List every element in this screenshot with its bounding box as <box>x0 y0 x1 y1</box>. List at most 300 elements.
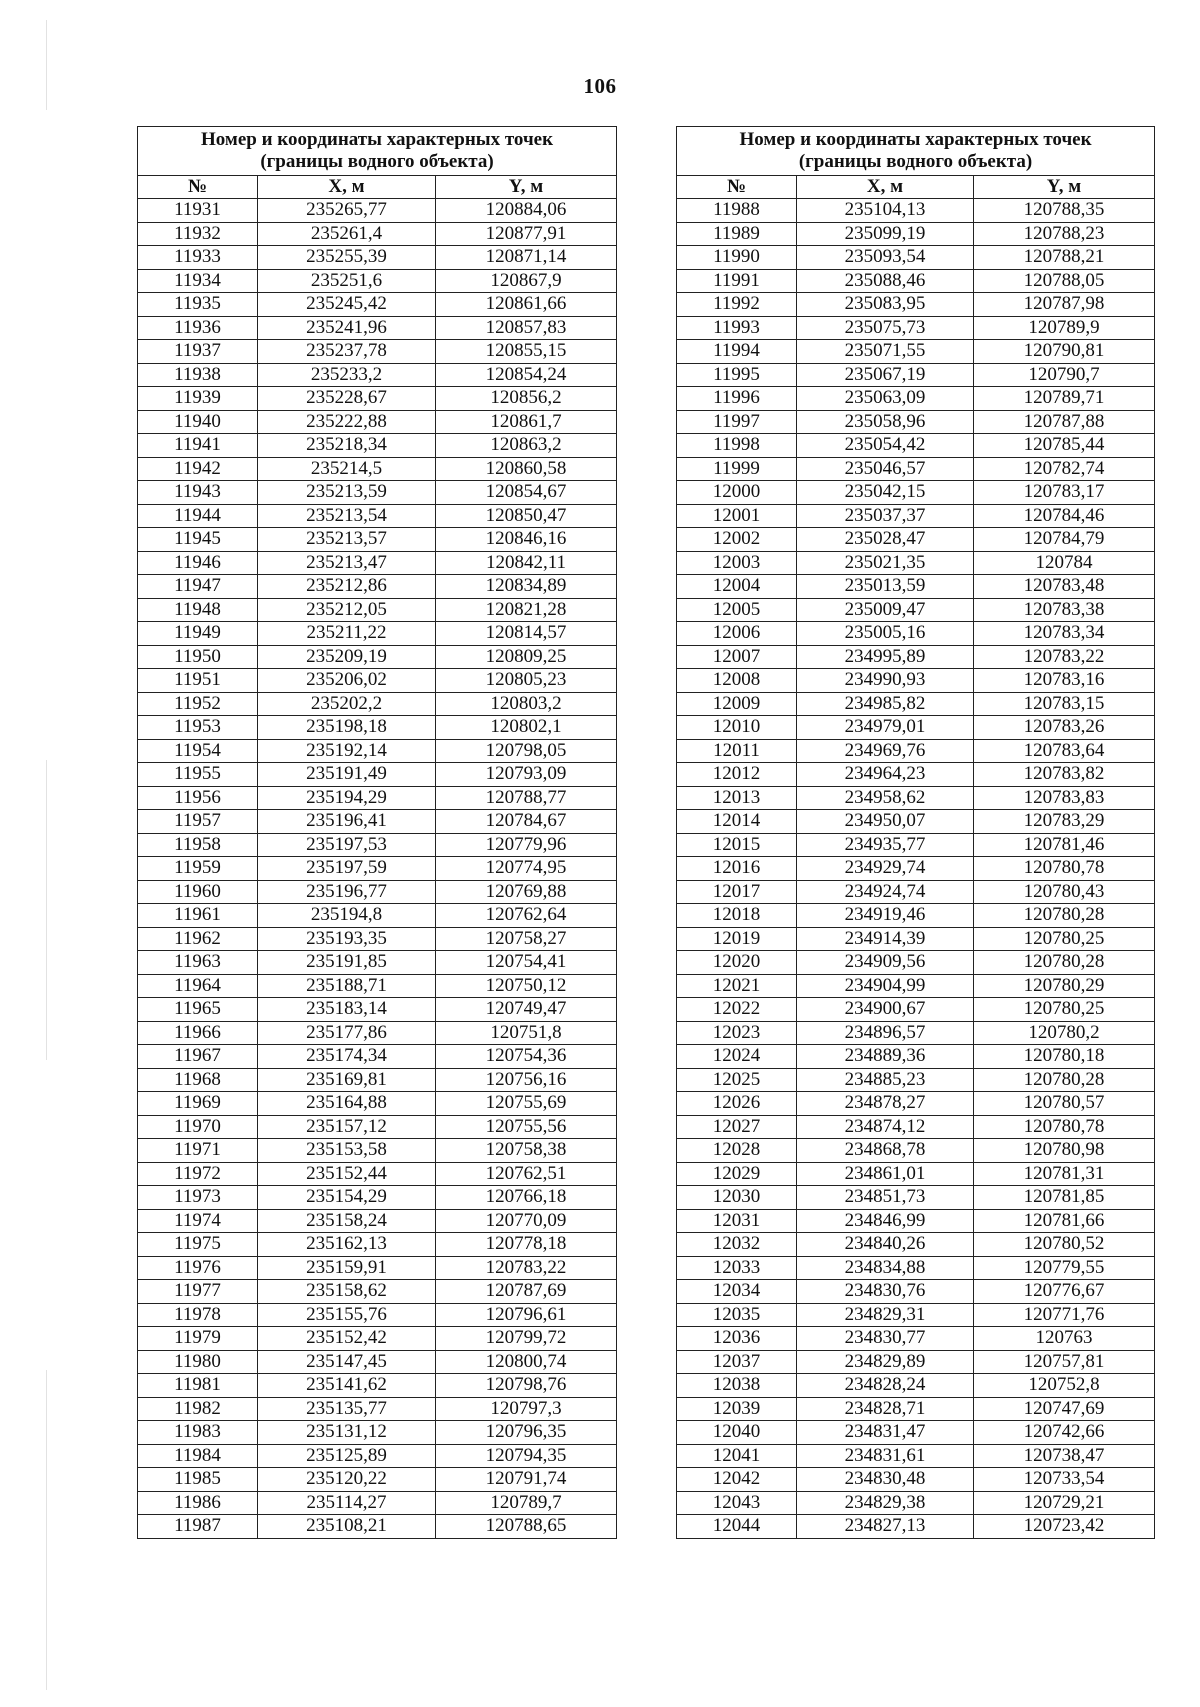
x-coordinate-cell: 235213,57 <box>258 528 436 552</box>
x-coordinate-cell: 235009,47 <box>797 598 974 622</box>
y-coordinate-cell: 120755,69 <box>436 1092 617 1116</box>
x-coordinate-cell: 234829,89 <box>797 1350 974 1374</box>
point-number-cell: 11978 <box>138 1303 258 1327</box>
x-coordinate-cell: 234995,89 <box>797 645 974 669</box>
column-header-x: X, м <box>797 176 974 199</box>
point-number-cell: 12022 <box>677 998 797 1022</box>
y-coordinate-cell: 120877,91 <box>436 222 617 246</box>
table-row <box>677 1444 1155 1468</box>
x-coordinate-cell: 235125,89 <box>258 1444 436 1468</box>
x-coordinate-cell: 234889,36 <box>797 1045 974 1069</box>
point-number-cell: 11979 <box>138 1327 258 1351</box>
x-coordinate-cell: 235194,29 <box>258 786 436 810</box>
y-coordinate-cell: 120834,89 <box>436 575 617 599</box>
point-number-cell: 11989 <box>677 222 797 246</box>
table-row <box>138 528 617 552</box>
y-coordinate-cell: 120770,09 <box>436 1209 617 1233</box>
x-coordinate-cell: 235037,37 <box>797 504 974 528</box>
x-coordinate-cell: 235194,8 <box>258 904 436 928</box>
x-coordinate-cell: 235197,53 <box>258 833 436 857</box>
x-coordinate-cell: 235028,47 <box>797 528 974 552</box>
y-coordinate-cell: 120780,25 <box>974 927 1155 951</box>
point-number-cell: 11998 <box>677 434 797 458</box>
x-coordinate-cell: 234827,13 <box>797 1515 974 1539</box>
table-row <box>677 857 1155 881</box>
table-row <box>677 880 1155 904</box>
x-coordinate-cell: 235005,16 <box>797 622 974 646</box>
x-coordinate-cell: 234929,74 <box>797 857 974 881</box>
table-row <box>677 1021 1155 1045</box>
y-coordinate-cell: 120861,7 <box>436 410 617 434</box>
table-row <box>677 1256 1155 1280</box>
table-caption-line2: (границы водного объекта) <box>260 151 494 172</box>
x-coordinate-cell: 235214,5 <box>258 457 436 481</box>
table-row <box>138 1139 617 1163</box>
point-number-cell: 11976 <box>138 1256 258 1280</box>
point-number-cell: 11988 <box>677 199 797 223</box>
point-number-cell: 11932 <box>138 222 258 246</box>
table-row <box>677 434 1155 458</box>
point-number-cell: 11937 <box>138 340 258 364</box>
x-coordinate-cell: 235063,09 <box>797 387 974 411</box>
table-row <box>138 457 617 481</box>
y-coordinate-cell: 120867,9 <box>436 269 617 293</box>
x-coordinate-cell: 234834,88 <box>797 1256 974 1280</box>
y-coordinate-cell: 120860,58 <box>436 457 617 481</box>
point-number-cell: 12016 <box>677 857 797 881</box>
point-number-cell: 11957 <box>138 810 258 834</box>
table-row <box>677 1303 1155 1327</box>
table-row <box>677 1045 1155 1069</box>
y-coordinate-cell: 120788,21 <box>974 246 1155 270</box>
point-number-cell: 12018 <box>677 904 797 928</box>
table-row <box>677 974 1155 998</box>
table-row <box>138 692 617 716</box>
y-coordinate-cell: 120846,16 <box>436 528 617 552</box>
point-number-cell: 12012 <box>677 763 797 787</box>
table-row <box>677 645 1155 669</box>
table-row <box>138 763 617 787</box>
y-coordinate-cell: 120790,7 <box>974 363 1155 387</box>
y-coordinate-cell: 120884,06 <box>436 199 617 223</box>
y-coordinate-cell: 120783,64 <box>974 739 1155 763</box>
y-coordinate-cell: 120723,42 <box>974 1515 1155 1539</box>
table-row <box>677 410 1155 434</box>
x-coordinate-cell: 235120,22 <box>258 1468 436 1492</box>
table-row <box>677 551 1155 575</box>
y-coordinate-cell: 120788,77 <box>436 786 617 810</box>
point-number-cell: 12030 <box>677 1186 797 1210</box>
x-coordinate-cell: 235213,59 <box>258 481 436 505</box>
y-coordinate-cell: 120784,46 <box>974 504 1155 528</box>
point-number-cell: 11939 <box>138 387 258 411</box>
table-row <box>138 481 617 505</box>
table-row <box>138 269 617 293</box>
table-row <box>138 880 617 904</box>
table-row <box>138 246 617 270</box>
table-row <box>677 363 1155 387</box>
table-row <box>138 363 617 387</box>
x-coordinate-cell: 235042,15 <box>797 481 974 505</box>
y-coordinate-cell: 120783,83 <box>974 786 1155 810</box>
x-coordinate-cell: 235135,77 <box>258 1397 436 1421</box>
table-row <box>138 1468 617 1492</box>
point-number-cell: 12023 <box>677 1021 797 1045</box>
column-header-number: № <box>138 176 258 199</box>
point-number-cell: 12037 <box>677 1350 797 1374</box>
point-number-cell: 11949 <box>138 622 258 646</box>
table-row <box>677 833 1155 857</box>
x-coordinate-cell: 234829,38 <box>797 1491 974 1515</box>
x-coordinate-cell: 234846,99 <box>797 1209 974 1233</box>
x-coordinate-cell: 235265,77 <box>258 199 436 223</box>
table-row <box>138 504 617 528</box>
point-number-cell: 12028 <box>677 1139 797 1163</box>
column-header-y: Y, м <box>974 176 1155 199</box>
table-row <box>677 1280 1155 1304</box>
scan-margin-line <box>46 1370 47 1690</box>
y-coordinate-cell: 120791,74 <box>436 1468 617 1492</box>
table-row <box>138 857 617 881</box>
scan-margin-line <box>46 760 47 1060</box>
table-row <box>138 1280 617 1304</box>
x-coordinate-cell: 235197,59 <box>258 857 436 881</box>
x-coordinate-cell: 235159,91 <box>258 1256 436 1280</box>
x-coordinate-cell: 234985,82 <box>797 692 974 716</box>
point-number-cell: 11994 <box>677 340 797 364</box>
y-coordinate-cell: 120781,31 <box>974 1162 1155 1186</box>
x-coordinate-cell: 235075,73 <box>797 316 974 340</box>
table-row <box>677 1327 1155 1351</box>
y-coordinate-cell: 120783,17 <box>974 481 1155 505</box>
y-coordinate-cell: 120788,05 <box>974 269 1155 293</box>
x-coordinate-cell: 234924,74 <box>797 880 974 904</box>
table-row <box>677 199 1155 223</box>
y-coordinate-cell: 120793,09 <box>436 763 617 787</box>
point-number-cell: 11940 <box>138 410 258 434</box>
x-coordinate-cell: 235131,12 <box>258 1421 436 1445</box>
table-row <box>677 1209 1155 1233</box>
y-coordinate-cell: 120781,85 <box>974 1186 1155 1210</box>
y-coordinate-cell: 120762,51 <box>436 1162 617 1186</box>
point-number-cell: 11958 <box>138 833 258 857</box>
x-coordinate-cell: 235192,14 <box>258 739 436 763</box>
y-coordinate-cell: 120781,66 <box>974 1209 1155 1233</box>
point-number-cell: 12007 <box>677 645 797 669</box>
point-number-cell: 12000 <box>677 481 797 505</box>
x-coordinate-cell: 235196,41 <box>258 810 436 834</box>
point-number-cell: 12038 <box>677 1374 797 1398</box>
point-number-cell: 11944 <box>138 504 258 528</box>
table-body-left <box>138 199 617 1539</box>
x-coordinate-cell: 235088,46 <box>797 269 974 293</box>
table-row <box>138 1092 617 1116</box>
table-row <box>138 1068 617 1092</box>
x-coordinate-cell: 234914,39 <box>797 927 974 951</box>
point-number-cell: 12035 <box>677 1303 797 1327</box>
y-coordinate-cell: 120780,18 <box>974 1045 1155 1069</box>
column-header-number: № <box>677 176 797 199</box>
x-coordinate-cell: 234909,56 <box>797 951 974 975</box>
y-coordinate-cell: 120774,95 <box>436 857 617 881</box>
table-caption <box>138 127 617 176</box>
table-row <box>677 1350 1155 1374</box>
y-coordinate-cell: 120780,2 <box>974 1021 1155 1045</box>
point-number-cell: 12003 <box>677 551 797 575</box>
y-coordinate-cell: 120787,98 <box>974 293 1155 317</box>
table-row <box>677 739 1155 763</box>
x-coordinate-cell: 235241,96 <box>258 316 436 340</box>
table-row <box>138 1303 617 1327</box>
x-coordinate-cell: 235162,13 <box>258 1233 436 1257</box>
table-row <box>138 222 617 246</box>
y-coordinate-cell: 120850,47 <box>436 504 617 528</box>
table-row <box>138 575 617 599</box>
x-coordinate-cell: 235152,44 <box>258 1162 436 1186</box>
table-row <box>138 904 617 928</box>
point-number-cell: 12040 <box>677 1421 797 1445</box>
y-coordinate-cell: 120871,14 <box>436 246 617 270</box>
table-row <box>138 810 617 834</box>
table-row <box>138 739 617 763</box>
table-row <box>677 1068 1155 1092</box>
x-coordinate-cell: 235154,29 <box>258 1186 436 1210</box>
table-row <box>677 951 1155 975</box>
x-coordinate-cell: 234831,61 <box>797 1444 974 1468</box>
point-number-cell: 11971 <box>138 1139 258 1163</box>
table-row <box>138 387 617 411</box>
point-number-cell: 12008 <box>677 669 797 693</box>
y-coordinate-cell: 120783,22 <box>436 1256 617 1280</box>
y-coordinate-cell: 120780,28 <box>974 904 1155 928</box>
table-body-right <box>677 199 1155 1539</box>
coordinates-table-right <box>676 126 1155 1539</box>
x-coordinate-cell: 235174,34 <box>258 1045 436 1069</box>
y-coordinate-cell: 120800,74 <box>436 1350 617 1374</box>
x-coordinate-cell: 235198,18 <box>258 716 436 740</box>
table-row <box>677 786 1155 810</box>
point-number-cell: 12044 <box>677 1515 797 1539</box>
y-coordinate-cell: 120784,79 <box>974 528 1155 552</box>
table-row <box>138 716 617 740</box>
point-number-cell: 11981 <box>138 1374 258 1398</box>
x-coordinate-cell: 235213,47 <box>258 551 436 575</box>
y-coordinate-cell: 120784 <box>974 551 1155 575</box>
point-number-cell: 11956 <box>138 786 258 810</box>
table-row <box>138 1115 617 1139</box>
x-coordinate-cell: 235157,12 <box>258 1115 436 1139</box>
table-caption-line1: Номер и координаты характерных точек <box>200 129 554 150</box>
x-coordinate-cell: 235114,27 <box>258 1491 436 1515</box>
point-number-cell: 11975 <box>138 1233 258 1257</box>
x-coordinate-cell: 235188,71 <box>258 974 436 998</box>
point-number-cell: 11983 <box>138 1421 258 1445</box>
table-row <box>138 199 617 223</box>
table-row <box>677 340 1155 364</box>
table-row <box>138 434 617 458</box>
table-row <box>138 1162 617 1186</box>
y-coordinate-cell: 120799,72 <box>436 1327 617 1351</box>
y-coordinate-cell: 120789,7 <box>436 1491 617 1515</box>
y-coordinate-cell: 120754,41 <box>436 951 617 975</box>
table-row <box>677 692 1155 716</box>
x-coordinate-cell: 235058,96 <box>797 410 974 434</box>
table-row <box>677 1186 1155 1210</box>
point-number-cell: 11945 <box>138 528 258 552</box>
x-coordinate-cell: 234851,73 <box>797 1186 974 1210</box>
point-number-cell: 12034 <box>677 1280 797 1304</box>
y-coordinate-cell: 120783,15 <box>974 692 1155 716</box>
y-coordinate-cell: 120738,47 <box>974 1444 1155 1468</box>
y-coordinate-cell: 120783,26 <box>974 716 1155 740</box>
x-coordinate-cell: 235233,2 <box>258 363 436 387</box>
x-coordinate-cell: 235099,19 <box>797 222 974 246</box>
x-coordinate-cell: 235021,35 <box>797 551 974 575</box>
x-coordinate-cell: 234828,71 <box>797 1397 974 1421</box>
point-number-cell: 11934 <box>138 269 258 293</box>
point-number-cell: 11986 <box>138 1491 258 1515</box>
y-coordinate-cell: 120856,2 <box>436 387 617 411</box>
table-row <box>677 575 1155 599</box>
y-coordinate-cell: 120754,36 <box>436 1045 617 1069</box>
x-coordinate-cell: 235212,05 <box>258 598 436 622</box>
y-coordinate-cell: 120780,78 <box>974 857 1155 881</box>
table-row <box>677 387 1155 411</box>
point-number-cell: 11963 <box>138 951 258 975</box>
point-number-cell: 11936 <box>138 316 258 340</box>
x-coordinate-cell: 235222,88 <box>258 410 436 434</box>
x-coordinate-cell: 235147,45 <box>258 1350 436 1374</box>
x-coordinate-cell: 234830,76 <box>797 1280 974 1304</box>
point-number-cell: 11996 <box>677 387 797 411</box>
x-coordinate-cell: 234830,77 <box>797 1327 974 1351</box>
table-row <box>677 622 1155 646</box>
table-row <box>677 1162 1155 1186</box>
x-coordinate-cell: 234840,26 <box>797 1233 974 1257</box>
point-number-cell: 11952 <box>138 692 258 716</box>
table-row <box>677 904 1155 928</box>
y-coordinate-cell: 120750,12 <box>436 974 617 998</box>
x-coordinate-cell: 235169,81 <box>258 1068 436 1092</box>
x-coordinate-cell: 235251,6 <box>258 269 436 293</box>
table-row <box>677 998 1155 1022</box>
y-coordinate-cell: 120783,82 <box>974 763 1155 787</box>
point-number-cell: 12011 <box>677 739 797 763</box>
y-coordinate-cell: 120783,22 <box>974 645 1155 669</box>
x-coordinate-cell: 234874,12 <box>797 1115 974 1139</box>
point-number-cell: 12032 <box>677 1233 797 1257</box>
x-coordinate-cell: 235218,34 <box>258 434 436 458</box>
x-coordinate-cell: 234935,77 <box>797 833 974 857</box>
point-number-cell: 11959 <box>138 857 258 881</box>
x-coordinate-cell: 235237,78 <box>258 340 436 364</box>
point-number-cell: 11972 <box>138 1162 258 1186</box>
point-number-cell: 11948 <box>138 598 258 622</box>
y-coordinate-cell: 120769,88 <box>436 880 617 904</box>
x-coordinate-cell: 234885,23 <box>797 1068 974 1092</box>
point-number-cell: 12025 <box>677 1068 797 1092</box>
y-coordinate-cell: 120762,64 <box>436 904 617 928</box>
point-number-cell: 12027 <box>677 1115 797 1139</box>
x-coordinate-cell: 234969,76 <box>797 739 974 763</box>
x-coordinate-cell: 235183,14 <box>258 998 436 1022</box>
point-number-cell: 12013 <box>677 786 797 810</box>
point-number-cell: 11985 <box>138 1468 258 1492</box>
y-coordinate-cell: 120778,18 <box>436 1233 617 1257</box>
y-coordinate-cell: 120780,28 <box>974 1068 1155 1092</box>
table-row <box>138 1515 617 1539</box>
y-coordinate-cell: 120842,11 <box>436 551 617 575</box>
x-coordinate-cell: 235191,49 <box>258 763 436 787</box>
point-number-cell: 11943 <box>138 481 258 505</box>
x-coordinate-cell: 235152,42 <box>258 1327 436 1351</box>
y-coordinate-cell: 120802,1 <box>436 716 617 740</box>
table-row <box>138 645 617 669</box>
y-coordinate-cell: 120733,54 <box>974 1468 1155 1492</box>
table-row <box>138 340 617 364</box>
y-coordinate-cell: 120766,18 <box>436 1186 617 1210</box>
y-coordinate-cell: 120788,35 <box>974 199 1155 223</box>
x-coordinate-cell: 235108,21 <box>258 1515 436 1539</box>
table-row <box>677 1139 1155 1163</box>
y-coordinate-cell: 120789,9 <box>974 316 1155 340</box>
x-coordinate-cell: 234861,01 <box>797 1162 974 1186</box>
point-number-cell: 12009 <box>677 692 797 716</box>
point-number-cell: 12014 <box>677 810 797 834</box>
point-number-cell: 12021 <box>677 974 797 998</box>
point-number-cell: 11993 <box>677 316 797 340</box>
x-coordinate-cell: 235155,76 <box>258 1303 436 1327</box>
y-coordinate-cell: 120787,88 <box>974 410 1155 434</box>
point-number-cell: 11938 <box>138 363 258 387</box>
y-coordinate-cell: 120779,96 <box>436 833 617 857</box>
y-coordinate-cell: 120783,48 <box>974 575 1155 599</box>
x-coordinate-cell: 234896,57 <box>797 1021 974 1045</box>
table-row <box>138 974 617 998</box>
point-number-cell: 11999 <box>677 457 797 481</box>
point-number-cell: 12039 <box>677 1397 797 1421</box>
point-number-cell: 11931 <box>138 199 258 223</box>
x-coordinate-cell: 235071,55 <box>797 340 974 364</box>
point-number-cell: 11950 <box>138 645 258 669</box>
x-coordinate-cell: 235046,57 <box>797 457 974 481</box>
y-coordinate-cell: 120788,65 <box>436 1515 617 1539</box>
point-number-cell: 12036 <box>677 1327 797 1351</box>
table-row <box>138 1374 617 1398</box>
y-coordinate-cell: 120771,76 <box>974 1303 1155 1327</box>
x-coordinate-cell: 234964,23 <box>797 763 974 787</box>
table-caption <box>677 127 1155 176</box>
x-coordinate-cell: 235158,62 <box>258 1280 436 1304</box>
table-row <box>677 598 1155 622</box>
point-number-cell: 12005 <box>677 598 797 622</box>
y-coordinate-cell: 120821,28 <box>436 598 617 622</box>
table-row <box>677 1491 1155 1515</box>
x-coordinate-cell: 234868,78 <box>797 1139 974 1163</box>
point-number-cell: 12006 <box>677 622 797 646</box>
point-number-cell: 12017 <box>677 880 797 904</box>
table-row <box>138 1444 617 1468</box>
x-coordinate-cell: 234958,62 <box>797 786 974 810</box>
y-coordinate-cell: 120749,47 <box>436 998 617 1022</box>
x-coordinate-cell: 235212,86 <box>258 575 436 599</box>
y-coordinate-cell: 120780,25 <box>974 998 1155 1022</box>
x-coordinate-cell: 235202,2 <box>258 692 436 716</box>
y-coordinate-cell: 120742,66 <box>974 1421 1155 1445</box>
y-coordinate-cell: 120783,38 <box>974 598 1155 622</box>
table-row <box>138 316 617 340</box>
table-row <box>677 528 1155 552</box>
